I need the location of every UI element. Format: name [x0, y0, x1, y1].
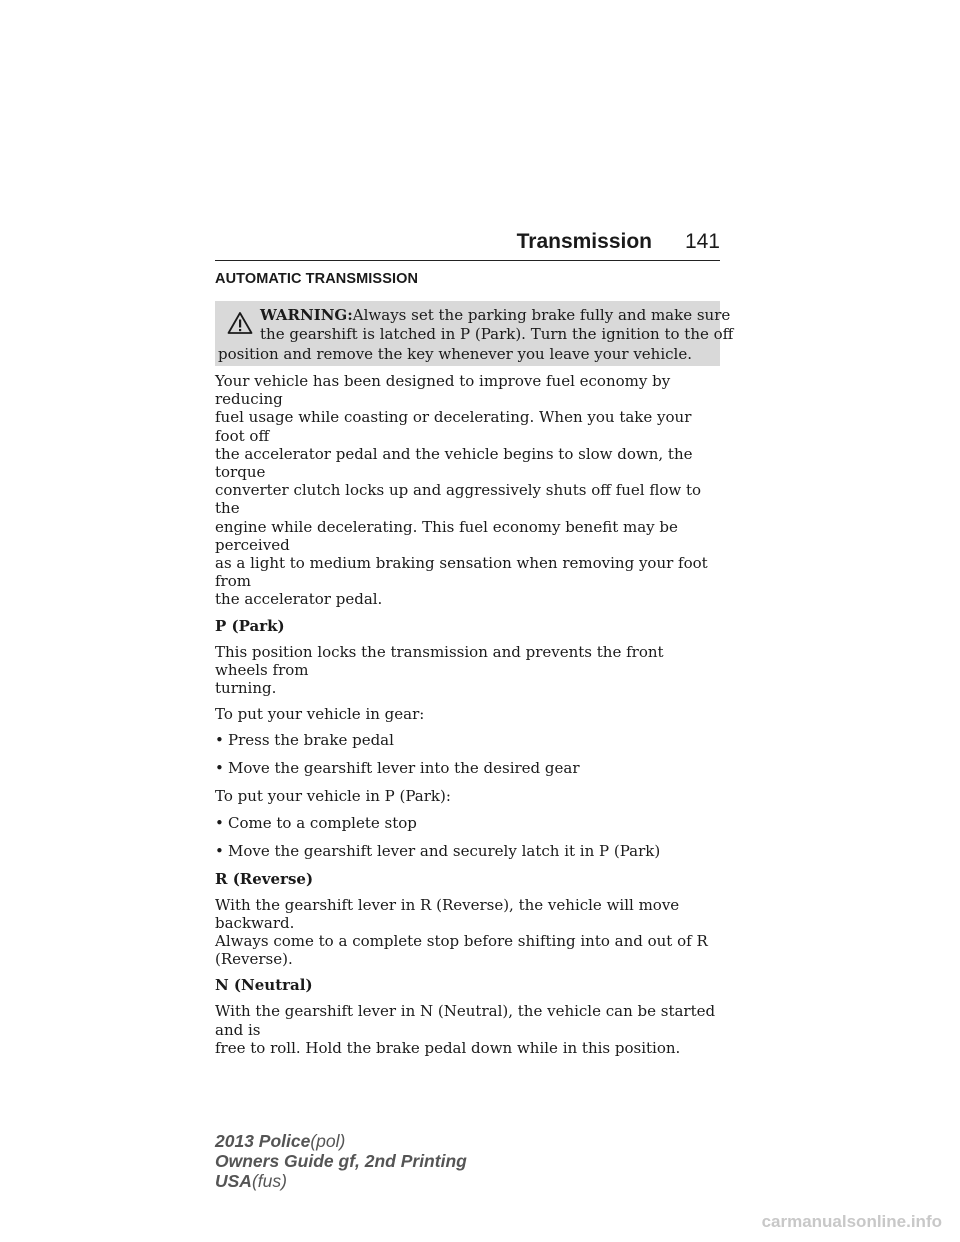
warning-line-2: the gearshift is latched in P (Park). Turn the ignition to the off — [260, 325, 734, 343]
bullet-icon: • — [215, 841, 224, 860]
chapter-title: Transmission — [516, 230, 652, 253]
reverse-paragraph: With the gearshift lever in R (Reverse), the vehicle will move backward. Always come to a complete stop before shifting into and out of R (Reverse). — [215, 895, 708, 969]
watermark-text: carmanualsonline.info — [761, 1212, 942, 1231]
body-content — [215, 372, 720, 1065]
park-paragraph: This position locks the transmission and prevents the front wheels from turning. — [215, 642, 664, 698]
page-number: 141 — [684, 230, 720, 253]
warning-label: WARNING: — [260, 306, 353, 324]
document-footer — [215, 1131, 467, 1191]
bullet-icon: • — [215, 759, 224, 778]
list-item-text: Press the brake pedal — [228, 731, 394, 750]
list-item-text: Move the gearshift lever into the desired gear — [228, 759, 580, 778]
neutral-paragraph: With the gearshift lever in N (Neutral), the vehicle can be started and is free to roll. Hold the brake pedal down while in this position. — [215, 1002, 716, 1057]
park-heading: P (Park) — [215, 616, 285, 635]
intro-paragraph: Your vehicle has been designed to improve fuel economy by reducing fuel usage while coasting or decelerating. When you take your foot off the accelerator pedal and the vehicle begins to slow down, the torque converter clutch locks up and aggressively shuts off fuel flow to the engine while decelerating. This fuel economy benefit may be perceived as a light to medium braking sensation when removing your foot from the accelerator pedal. — [215, 372, 708, 609]
footer-line-3 — [215, 1171, 467, 1191]
warning-triangle-icon — [227, 311, 253, 335]
list-item — [215, 759, 720, 777]
list-item-text: Move the gearshift lever and securely latch it in P (Park) — [228, 841, 661, 860]
bullet-icon: • — [215, 813, 224, 832]
footer-market: USA — [215, 1171, 252, 1191]
neutral-heading: N (Neutral) — [215, 976, 313, 995]
list-item — [215, 731, 720, 749]
footer-model: 2013 Police — [215, 1131, 311, 1151]
in-gear-intro: To put your vehicle in gear: — [215, 705, 425, 724]
page-header — [215, 228, 720, 261]
list-item — [215, 814, 720, 832]
warning-text-1: Always set the parking brake fully and make sure — [352, 306, 731, 324]
section-heading: AUTOMATIC TRANSMISSION — [215, 271, 419, 287]
list-item-text: Come to a complete stop — [228, 813, 417, 832]
reverse-heading: R (Reverse) — [215, 869, 314, 888]
footer-line-2: Owners Guide gf, 2nd Printing — [215, 1151, 467, 1171]
footer-line-1 — [215, 1131, 467, 1151]
footer-market-code: (fus) — [251, 1171, 287, 1191]
warning-line-3: position and remove the key whenever you leave your vehicle. — [218, 345, 692, 363]
warning-line-1 — [260, 306, 730, 324]
list-item — [215, 842, 720, 860]
warning-box — [215, 301, 734, 366]
footer-model-code: (pol) — [310, 1131, 346, 1151]
in-park-intro: To put your vehicle in P (Park): — [215, 787, 451, 806]
bullet-icon: • — [215, 731, 224, 750]
